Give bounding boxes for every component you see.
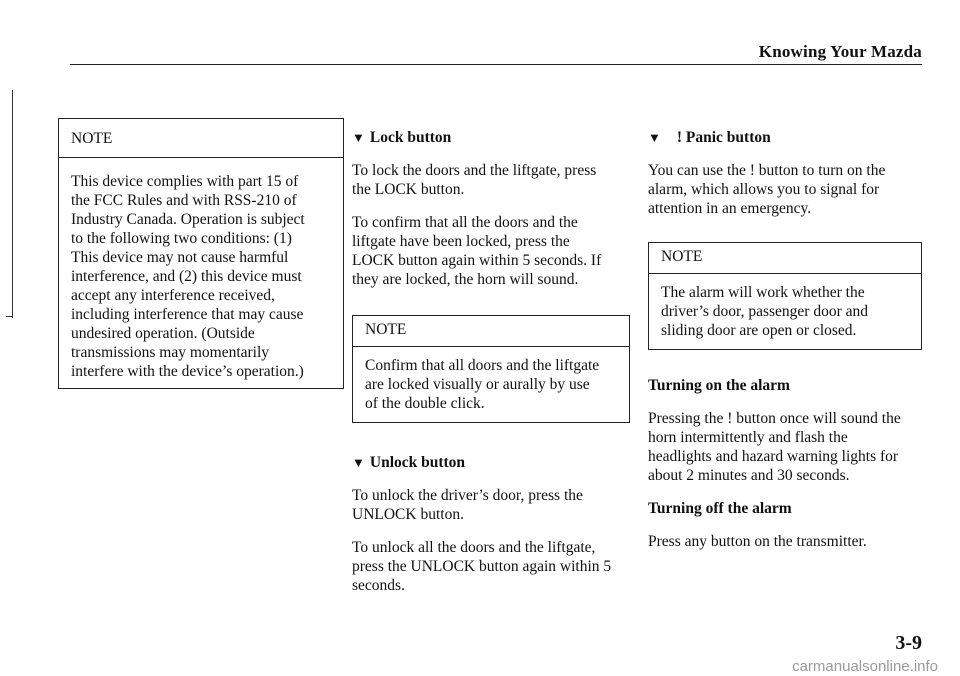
note-line: to the following two conditions: (1) [71, 230, 292, 247]
header-rule [70, 64, 922, 65]
note-line: are locked visually or aurally by use [365, 376, 590, 393]
unlock-section-heading [352, 453, 630, 472]
note-title: NOTE [59, 119, 343, 158]
panic-note-box [648, 242, 922, 350]
turning-off-heading: Turning off the alarm [648, 500, 792, 517]
note-body [59, 158, 343, 388]
text-line: Pressing the ! button once will sound the [648, 410, 901, 427]
text-line: To unlock the driver’s door, press the [352, 487, 583, 504]
note-line: This device complies with part 15 of [71, 173, 299, 190]
text-line: press the UNLOCK button again within 5 [352, 558, 612, 575]
text-line: alarm, which allows you to signal for [648, 181, 880, 198]
note-line: accept any interference received, [71, 287, 275, 304]
text-line: the LOCK button. [352, 181, 465, 198]
text-line: Press any button on the transmitter. [648, 533, 867, 550]
panic-section-heading [648, 128, 922, 147]
fcc-note-box [58, 118, 344, 389]
text-line: To lock the doors and the liftgate, press [352, 162, 597, 179]
paragraph [352, 538, 630, 595]
lock-heading-text: Lock button [369, 129, 452, 146]
note-line: of the double click. [365, 395, 485, 412]
turning-on-heading: Turning on the alarm [648, 377, 790, 394]
text-line: they are locked, the horn will sound. [352, 271, 579, 288]
text-line: To unlock all the doors and the liftgate, [352, 539, 596, 556]
text-line: LOCK button again within 5 seconds. If [352, 252, 602, 269]
paragraph [352, 213, 630, 289]
text-line: UNLOCK button. [352, 506, 464, 523]
note-line: driver’s door, passenger door and [661, 303, 868, 320]
page-number: 3-9 [895, 632, 922, 654]
page-header-title: Knowing Your Mazda [758, 42, 922, 61]
paragraph [352, 161, 630, 199]
triangle-bullet-icon: ▼ [648, 130, 661, 145]
note-line: including interference that may cause [71, 306, 304, 323]
right-column [648, 128, 922, 565]
paragraph [648, 532, 922, 551]
watermark: carmanualsonline.info [792, 658, 938, 675]
triangle-bullet-icon: ▼ [352, 130, 365, 145]
panic-heading-text: ! Panic button [676, 129, 771, 146]
note-line: Industry Canada. Operation is subject [71, 211, 305, 228]
middle-column [352, 128, 630, 609]
lock-section-heading [352, 128, 630, 147]
note-title: NOTE [353, 316, 629, 347]
paragraph [352, 486, 630, 524]
paragraph [648, 161, 922, 218]
note-body [649, 274, 921, 349]
paragraph [648, 409, 922, 485]
note-line: sliding door are open or closed. [661, 322, 857, 339]
note-line: This device may not cause harmful [71, 249, 289, 266]
text-line: about 2 minutes and 30 seconds. [648, 467, 850, 484]
text-line: attention in an emergency. [648, 200, 812, 217]
note-line: The alarm will work whether the [661, 284, 865, 301]
text-line: seconds. [352, 577, 405, 594]
note-line: interfere with the device’s operation.) [71, 363, 304, 380]
note-line: Confirm that all doors and the liftgate [365, 357, 600, 374]
text-line: To confirm that all the doors and the [352, 214, 578, 231]
lock-note-box [352, 315, 630, 423]
triangle-bullet-icon: ▼ [352, 455, 365, 470]
note-line: interference, and (2) this device must [71, 268, 302, 285]
note-line: undesired operation. (Outside [71, 325, 255, 342]
text-line: liftgate have been locked, press the [352, 233, 570, 250]
note-line: transmissions may momentarily [71, 344, 270, 361]
margin-line [12, 90, 13, 318]
text-line: horn intermittently and flash the [648, 429, 848, 446]
unlock-heading-text: Unlock button [369, 454, 466, 471]
margin-tick [6, 316, 13, 317]
left-column [58, 118, 344, 389]
note-title: NOTE [649, 243, 921, 274]
text-line: You can use the ! button to turn on the [648, 162, 886, 179]
note-body [353, 347, 629, 422]
text-line: headlights and hazard warning lights for [648, 448, 899, 465]
note-line: the FCC Rules and with RSS-210 of [71, 192, 297, 209]
